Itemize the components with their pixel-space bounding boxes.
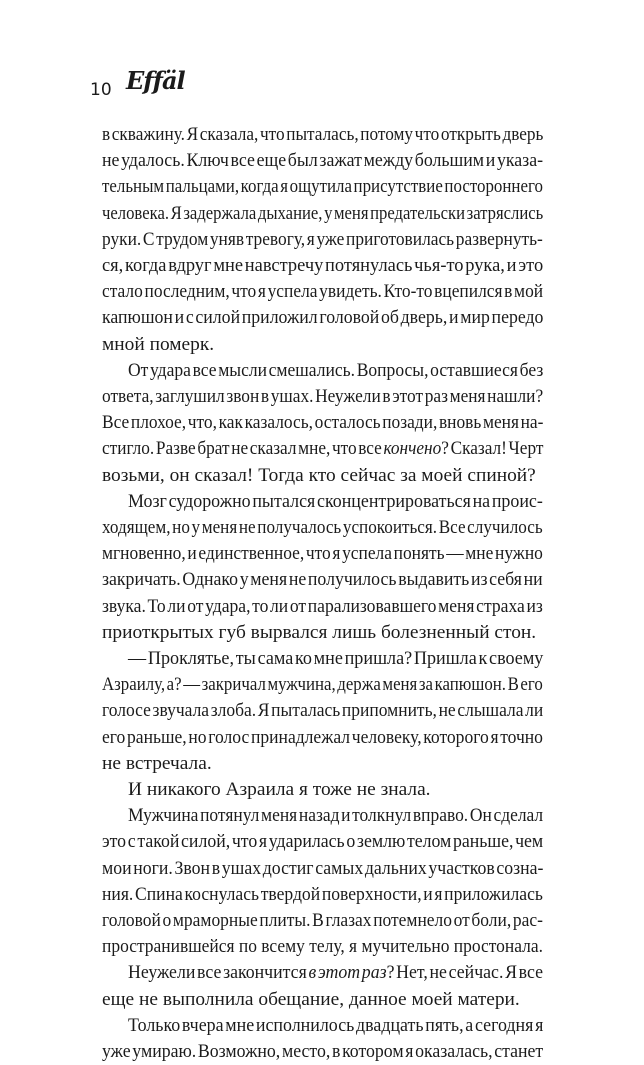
text-line: голосе звучала злоба. Я пыталась припомнить, не слышала ли (102, 700, 544, 722)
text-line: возьми, он сказал! Тогда кто сейчас за моей спиной? (102, 464, 536, 486)
text-line: еще не выполнила обещание, данное моей матери. (102, 988, 520, 1010)
text-line: уже умираю. Возможно, место, в котором я оказалась, станет (102, 1041, 544, 1062)
text-line: пространившейся по всему телу, я мучительно простонала. (102, 936, 543, 958)
text-line: — Проклятье, ты сама ко мне пришла? Пришла к своему (128, 648, 544, 669)
text-line: ответа, заглушил звон в ушах. Неужели в этот раз меня нашли? (102, 386, 544, 407)
text-line: не встречала. (102, 752, 212, 774)
text-line: ходящем, но у меня не получалось успокоиться. Все случилось (102, 517, 543, 538)
text-line: От удара все мысли смешались. Вопросы, оставшиеся без (128, 359, 544, 381)
text-line: звука. То ли от удара, то ли от парализовавшего меня страха из (102, 595, 543, 617)
text-line: ния. Спина коснулась твердой поверхности, и я приложилась (102, 883, 543, 905)
text-line: в скважину. Я сказала, что пыталась, потому что открыть дверь (102, 124, 544, 145)
text-line: Только вчера мне исполнилось двадцать пять, а сегодня я (128, 1014, 544, 1036)
text-line: мои ноги. Звон в ушах достиг самых дальних участков созна- (102, 857, 544, 879)
text-line: приоткрытых губ вырвался лишь болезненный стон. (102, 621, 537, 643)
text-line: головой о мраморные плиты. В глазах потемнело от боли, рас- (102, 910, 543, 931)
text-line: Мозг судорожно пытался сконцентрироваться на проис- (128, 490, 543, 512)
text-line: Неужели все закончится в этот раз? Нет, не сейчас. Я все (128, 962, 543, 984)
text-line: Мужчина потянул меня назад и толкнул вправо. Он сделал (128, 805, 544, 827)
text-line: не удалось. Ключ все еще был зажат между большим и указа- (102, 150, 544, 172)
text-line: закричать. Однако у меня не получилось выдавить из себя ни (102, 569, 543, 591)
running-title: Effäl (126, 66, 185, 95)
text-line: руки. С трудом уняв тревогу, я уже приготовилась развернуть- (102, 228, 543, 250)
text-line: это с такой силой, что я ударилась о землю телом раньше, чем (102, 831, 544, 853)
text-line: Все плохое, что, как казалось, осталось позади, вновь меня на- (102, 412, 544, 434)
text-line: человека. Я задержала дыхание, у меня предательски затряслись (102, 202, 544, 224)
text-line: И никакого Азраила я тоже не знала. (128, 779, 431, 800)
text-line: стигло. Разве брат не сказал мне, что все кончено? Сказал! Черт (102, 438, 544, 460)
text-line: стало последним, что я успела увидеть. Кто-то вцепился в мой (102, 281, 544, 303)
text-line: ся, когда вдруг мне навстречу потянулась чья-то рука, и это (102, 255, 544, 276)
text-line: Азраилу, а? — закричал мужчина, держа меня за капюшон. В его (102, 674, 543, 696)
text-line: мной померк. (102, 333, 215, 355)
text-line: тельным пальцами, когда я ощутила присутствие постороннего (102, 176, 543, 198)
text-line: мгновенно, и единственное, что я успела понять — мне нужно (102, 543, 543, 565)
text-line: капюшон и с силой приложил головой об дверь, и мир передо (102, 307, 544, 329)
page-number: 10 (90, 80, 112, 100)
text-line: его раньше, но голос принадлежал человеку, которого я точно (102, 726, 543, 748)
